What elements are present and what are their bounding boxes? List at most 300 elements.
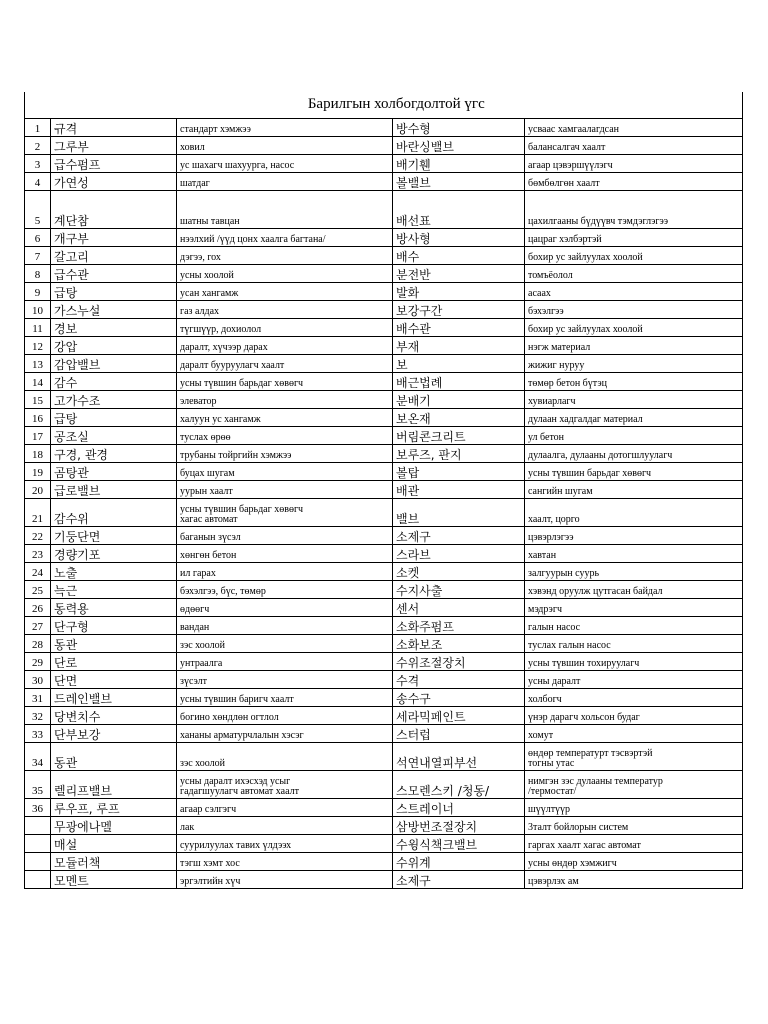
table-row bbox=[25, 526, 743, 544]
korean-term: 동관 bbox=[51, 634, 177, 652]
mongolian-translation bbox=[525, 742, 743, 770]
mongolian-translation bbox=[525, 580, 743, 598]
title-row bbox=[25, 92, 743, 118]
korean-term: 경보 bbox=[51, 318, 177, 336]
row-number: 10 bbox=[25, 300, 51, 318]
korean-term: 삼방번조절장치 bbox=[393, 816, 525, 834]
cell-line: хомут bbox=[528, 730, 554, 741]
row-number: 31 bbox=[25, 688, 51, 706]
cell-line: суурилуулах тавих үлдээх bbox=[180, 840, 292, 851]
cell-line: шатдаг bbox=[180, 178, 210, 189]
row-number: 2 bbox=[25, 136, 51, 154]
korean-term: 무광에나멜 bbox=[51, 816, 177, 834]
mongolian-translation bbox=[177, 724, 393, 742]
table-row bbox=[25, 318, 743, 336]
row-number: 35 bbox=[25, 770, 51, 798]
mongolian-translation bbox=[525, 706, 743, 724]
vocabulary-table bbox=[24, 92, 743, 889]
cell-line: лак bbox=[180, 822, 195, 833]
mongolian-translation bbox=[177, 670, 393, 688]
korean-term: 배수관 bbox=[393, 318, 525, 336]
mongolian-translation bbox=[177, 154, 393, 172]
table-row bbox=[25, 706, 743, 724]
mongolian-translation bbox=[525, 462, 743, 480]
mongolian-translation bbox=[525, 136, 743, 154]
korean-term: 분전반 bbox=[393, 264, 525, 282]
cell-line: бохир ус зайлуулах хоолой bbox=[528, 324, 643, 335]
row-number: 4 bbox=[25, 172, 51, 190]
row-number: 18 bbox=[25, 444, 51, 462]
table-row bbox=[25, 190, 743, 228]
korean-term: 배근법례 bbox=[393, 372, 525, 390]
korean-term: 감압밸브 bbox=[51, 354, 177, 372]
table-row bbox=[25, 372, 743, 390]
korean-term: 수지사출 bbox=[393, 580, 525, 598]
row-number: 8 bbox=[25, 264, 51, 282]
mongolian-translation bbox=[525, 190, 743, 228]
cell-line: бэхэлгээ, бүс, төмөр bbox=[180, 586, 266, 597]
mongolian-translation bbox=[525, 300, 743, 318]
mongolian-translation bbox=[525, 318, 743, 336]
cell-line: гадагшуулагч автомат хаалт bbox=[180, 786, 299, 797]
cell-line: агаар цэвэршүүлэгч bbox=[528, 160, 613, 171]
cell-line: хавтан bbox=[528, 550, 557, 561]
cell-line: газ алдах bbox=[180, 306, 220, 317]
mongolian-translation bbox=[177, 444, 393, 462]
korean-term: 스터럽 bbox=[393, 724, 525, 742]
cell-line: зүсэлт bbox=[180, 676, 207, 687]
cell-line: цацраг хэлбэртэй bbox=[528, 234, 602, 245]
row-number: 33 bbox=[25, 724, 51, 742]
table-row bbox=[25, 408, 743, 426]
mongolian-translation bbox=[525, 498, 743, 526]
mongolian-translation bbox=[525, 670, 743, 688]
cell-line: усны түвшин барьдаг хөвөгч bbox=[180, 503, 304, 515]
cell-line: унтраалга bbox=[180, 658, 223, 669]
cell-line: даралт, хүчээр дарах bbox=[180, 342, 268, 353]
korean-term: 밸브 bbox=[393, 498, 525, 526]
cell-line: ус шахагч шахуурга, насос bbox=[180, 160, 295, 171]
mongolian-translation bbox=[525, 246, 743, 264]
korean-term: 발화 bbox=[393, 282, 525, 300]
row-number: 23 bbox=[25, 544, 51, 562]
korean-term: 부재 bbox=[393, 336, 525, 354]
korean-term: 소화주펌프 bbox=[393, 616, 525, 634]
mongolian-translation bbox=[177, 598, 393, 616]
mongolian-translation bbox=[177, 816, 393, 834]
mongolian-translation bbox=[177, 264, 393, 282]
korean-term: 방수형 bbox=[393, 118, 525, 136]
cell-line: усны түвшин тохируулагч bbox=[528, 658, 640, 669]
cell-line: усны даралт ихэсхэд усыг bbox=[180, 775, 291, 787]
table-row bbox=[25, 282, 743, 300]
korean-term: 강압 bbox=[51, 336, 177, 354]
cell-line: нэгж материал bbox=[528, 342, 591, 353]
row-number: 14 bbox=[25, 372, 51, 390]
mongolian-translation bbox=[177, 190, 393, 228]
mongolian-translation bbox=[177, 354, 393, 372]
korean-term: 수윙식책크밸브 bbox=[393, 834, 525, 852]
cell-line: хөнгөн бетон bbox=[180, 550, 237, 561]
mongolian-translation bbox=[177, 634, 393, 652]
cell-line: бохир ус зайлуулах хоолой bbox=[528, 252, 643, 263]
mongolian-translation bbox=[525, 172, 743, 190]
row-number: 7 bbox=[25, 246, 51, 264]
mongolian-translation bbox=[177, 426, 393, 444]
table-row bbox=[25, 852, 743, 870]
mongolian-translation bbox=[177, 870, 393, 888]
mongolian-translation bbox=[525, 798, 743, 816]
korean-term: 수위조절장치 bbox=[393, 652, 525, 670]
korean-term: 소제구 bbox=[393, 870, 525, 888]
cell-line: вандан bbox=[180, 622, 210, 633]
row-number bbox=[25, 816, 51, 834]
korean-term: 소켓 bbox=[393, 562, 525, 580]
table-row bbox=[25, 724, 743, 742]
table-row bbox=[25, 154, 743, 172]
korean-term: 개구부 bbox=[51, 228, 177, 246]
mongolian-translation bbox=[177, 742, 393, 770]
cell-line: хэвэнд оруулж цутгасан байдал bbox=[528, 586, 663, 597]
row-number: 11 bbox=[25, 318, 51, 336]
mongolian-translation bbox=[177, 580, 393, 598]
mongolian-translation bbox=[525, 616, 743, 634]
table-row bbox=[25, 670, 743, 688]
korean-term: 볼탑 bbox=[393, 462, 525, 480]
mongolian-translation bbox=[525, 634, 743, 652]
korean-term: 급수펌프 bbox=[51, 154, 177, 172]
korean-term: 루우프, 루프 bbox=[51, 798, 177, 816]
korean-term: 동력용 bbox=[51, 598, 177, 616]
mongolian-translation bbox=[525, 154, 743, 172]
mongolian-translation bbox=[525, 426, 743, 444]
table-row bbox=[25, 462, 743, 480]
mongolian-translation bbox=[177, 390, 393, 408]
mongolian-translation bbox=[525, 816, 743, 834]
mongolian-translation bbox=[177, 544, 393, 562]
row-number: 1 bbox=[25, 118, 51, 136]
cell-line: төмөр бетон бүтэц bbox=[528, 378, 608, 389]
row-number: 24 bbox=[25, 562, 51, 580]
mongolian-translation bbox=[177, 616, 393, 634]
row-number: 27 bbox=[25, 616, 51, 634]
cell-line: цэвэрлэгээ bbox=[528, 532, 574, 543]
mongolian-translation bbox=[525, 372, 743, 390]
row-number: 12 bbox=[25, 336, 51, 354]
cell-line: ил гарах bbox=[180, 568, 216, 579]
korean-term: 송수구 bbox=[393, 688, 525, 706]
cell-line: залгуурын суурь bbox=[528, 568, 600, 579]
mongolian-translation bbox=[177, 480, 393, 498]
korean-term: 매설 bbox=[51, 834, 177, 852]
korean-term: 급탕 bbox=[51, 282, 177, 300]
cell-line: зэс хоолой bbox=[180, 758, 226, 769]
cell-line: буцах шугам bbox=[180, 468, 235, 479]
mongolian-translation bbox=[525, 724, 743, 742]
cell-line: дулаан хадгалдаг материал bbox=[528, 414, 643, 425]
korean-term: 렐리프밸브 bbox=[51, 770, 177, 798]
table-row bbox=[25, 652, 743, 670]
korean-term: 스라브 bbox=[393, 544, 525, 562]
cell-line: дулаалга, дулааны дотогшлуулагч bbox=[528, 450, 673, 461]
korean-term: 단면 bbox=[51, 670, 177, 688]
mongolian-translation bbox=[177, 282, 393, 300]
korean-term: 배기휀 bbox=[393, 154, 525, 172]
korean-term: 단로 bbox=[51, 652, 177, 670]
korean-term: 세라믹페인트 bbox=[393, 706, 525, 724]
korean-term: 노출 bbox=[51, 562, 177, 580]
row-number: 9 bbox=[25, 282, 51, 300]
cell-line: усан хангамж bbox=[180, 288, 239, 299]
cell-line: агаар сэлгэгч bbox=[180, 804, 237, 815]
mongolian-translation bbox=[525, 852, 743, 870]
row-number: 30 bbox=[25, 670, 51, 688]
mongolian-translation bbox=[177, 562, 393, 580]
cell-line: усны өндөр хэмжигч bbox=[528, 858, 617, 869]
mongolian-translation bbox=[177, 770, 393, 798]
cell-line: усны түвшин барьдаг хөвөгч bbox=[180, 378, 304, 389]
cell-line: өндөр температурт тэсвэртэй bbox=[528, 747, 653, 759]
row-number bbox=[25, 834, 51, 852]
row-number: 16 bbox=[25, 408, 51, 426]
cell-line: туслах галын насос bbox=[528, 640, 611, 651]
table-row bbox=[25, 742, 743, 770]
mongolian-translation bbox=[177, 318, 393, 336]
cell-line: томъёолол bbox=[528, 270, 573, 281]
mongolian-translation bbox=[177, 798, 393, 816]
cell-line: шүүлтүүр bbox=[528, 804, 571, 815]
korean-term: 가스누설 bbox=[51, 300, 177, 318]
table-row bbox=[25, 816, 743, 834]
mongolian-translation bbox=[177, 136, 393, 154]
korean-term: 단구형 bbox=[51, 616, 177, 634]
table-row bbox=[25, 634, 743, 652]
mongolian-translation bbox=[525, 354, 743, 372]
mongolian-translation bbox=[525, 282, 743, 300]
korean-term: 단부보강 bbox=[51, 724, 177, 742]
table-row bbox=[25, 354, 743, 372]
cell-line: баганын зүсэл bbox=[180, 532, 241, 543]
korean-term: 스모렌스키 /청동/ bbox=[393, 770, 525, 798]
cell-line: мэдрэгч bbox=[528, 604, 562, 615]
row-number bbox=[25, 852, 51, 870]
mongolian-translation bbox=[525, 770, 743, 798]
cell-line: нээлхий /үүд цонх хаалга багтана/ bbox=[180, 234, 326, 245]
korean-term: 소화보조 bbox=[393, 634, 525, 652]
korean-term: 급탕 bbox=[51, 408, 177, 426]
table-row bbox=[25, 246, 743, 264]
korean-term: 모멘트 bbox=[51, 870, 177, 888]
mongolian-translation bbox=[177, 408, 393, 426]
mongolian-translation bbox=[525, 480, 743, 498]
korean-term: 석연내열피부선 bbox=[393, 742, 525, 770]
cell-line: эргэлтийн хүч bbox=[180, 876, 241, 887]
row-number: 17 bbox=[25, 426, 51, 444]
korean-term: 당변치수 bbox=[51, 706, 177, 724]
mongolian-translation bbox=[525, 688, 743, 706]
mongolian-translation bbox=[177, 462, 393, 480]
cell-line: стандарт хэмжээ bbox=[180, 124, 251, 135]
cell-line: бөмбөлгөн хаалт bbox=[528, 178, 600, 189]
table-row bbox=[25, 688, 743, 706]
mongolian-translation bbox=[177, 706, 393, 724]
row-number: 34 bbox=[25, 742, 51, 770]
table-row bbox=[25, 598, 743, 616]
row-number: 21 bbox=[25, 498, 51, 526]
korean-term: 배선표 bbox=[393, 190, 525, 228]
table-row bbox=[25, 300, 743, 318]
korean-term: 센서 bbox=[393, 598, 525, 616]
table-row bbox=[25, 834, 743, 852]
row-number: 13 bbox=[25, 354, 51, 372]
mongolian-translation bbox=[177, 228, 393, 246]
table-row bbox=[25, 336, 743, 354]
korean-term: 급로밸브 bbox=[51, 480, 177, 498]
cell-line: хувиарлагч bbox=[528, 396, 576, 407]
mongolian-translation bbox=[525, 390, 743, 408]
mongolian-translation bbox=[525, 228, 743, 246]
cell-line: тогны утас bbox=[528, 758, 575, 769]
korean-term: 급수관 bbox=[51, 264, 177, 282]
row-number: 29 bbox=[25, 652, 51, 670]
cell-line: усны түвшин баригч хаалт bbox=[180, 694, 294, 705]
korean-term: 보 bbox=[393, 354, 525, 372]
mongolian-translation bbox=[525, 118, 743, 136]
cell-line: холбогч bbox=[528, 694, 562, 705]
row-number: 19 bbox=[25, 462, 51, 480]
korean-term: 고가수조 bbox=[51, 390, 177, 408]
korean-term: 바란싱밸브 bbox=[393, 136, 525, 154]
cell-line: балансалгач хаалт bbox=[528, 142, 606, 153]
cell-line: түгшүүр, дохиолол bbox=[180, 324, 262, 335]
korean-term: 기둥단면 bbox=[51, 526, 177, 544]
table-row bbox=[25, 118, 743, 136]
korean-term: 그루부 bbox=[51, 136, 177, 154]
mongolian-translation bbox=[525, 652, 743, 670]
row-number: 20 bbox=[25, 480, 51, 498]
mongolian-translation bbox=[525, 336, 743, 354]
table-row bbox=[25, 444, 743, 462]
cell-line: халуун ус хангамж bbox=[180, 414, 261, 425]
row-number bbox=[25, 870, 51, 888]
korean-term: 분배기 bbox=[393, 390, 525, 408]
cell-line: цахилгааны бүдүүвч тэмдэглэгээ bbox=[528, 216, 669, 227]
cell-line: асаах bbox=[528, 288, 551, 299]
cell-line: тэгш хэмт хос bbox=[180, 858, 240, 869]
row-number: 28 bbox=[25, 634, 51, 652]
table-row bbox=[25, 172, 743, 190]
table-row bbox=[25, 770, 743, 798]
row-number: 6 bbox=[25, 228, 51, 246]
korean-term: 감수 bbox=[51, 372, 177, 390]
cell-line: цэвэрлэх ам bbox=[528, 876, 579, 887]
cell-line: өдөөгч bbox=[180, 604, 210, 615]
cell-line: хаалт, цорго bbox=[528, 514, 580, 525]
cell-line: гаргах хаалт хагас автомат bbox=[528, 840, 641, 851]
cell-line: даралт бууруулагч хаалт bbox=[180, 360, 285, 371]
korean-term: 버림콘크리트 bbox=[393, 426, 525, 444]
mongolian-translation bbox=[177, 246, 393, 264]
korean-term: 갈고리 bbox=[51, 246, 177, 264]
cell-line: үнэр дарагч хольсон будаг bbox=[528, 712, 640, 723]
row-number: 36 bbox=[25, 798, 51, 816]
mongolian-translation bbox=[177, 852, 393, 870]
table-title: Барилгын холбогдолтой үгс bbox=[51, 92, 743, 118]
table-row bbox=[25, 580, 743, 598]
mongolian-translation bbox=[177, 688, 393, 706]
cell-line: усны хоолой bbox=[180, 270, 234, 281]
korean-term: 구경, 관경 bbox=[51, 444, 177, 462]
cell-line: ул бетон bbox=[528, 432, 565, 443]
mongolian-translation bbox=[525, 264, 743, 282]
cell-line: усваас хамгаалагдсан bbox=[528, 124, 620, 135]
korean-term: 수격 bbox=[393, 670, 525, 688]
mongolian-translation bbox=[525, 408, 743, 426]
cell-line: сангийн шугам bbox=[528, 486, 593, 497]
cell-line: усны даралт bbox=[528, 676, 581, 687]
korean-term: 드레인밸브 bbox=[51, 688, 177, 706]
korean-term: 방사형 bbox=[393, 228, 525, 246]
korean-term: 곰탕관 bbox=[51, 462, 177, 480]
table-row bbox=[25, 264, 743, 282]
cell-line: бэхэлгээ bbox=[528, 306, 564, 317]
mongolian-translation bbox=[525, 526, 743, 544]
table-row bbox=[25, 136, 743, 154]
table-row bbox=[25, 390, 743, 408]
cell-line: шатны тавцан bbox=[180, 216, 240, 227]
row-number: 3 bbox=[25, 154, 51, 172]
mongolian-translation bbox=[525, 834, 743, 852]
cell-line: жижиг нуруу bbox=[528, 360, 585, 371]
row-number: 22 bbox=[25, 526, 51, 544]
korean-term: 모듈러책 bbox=[51, 852, 177, 870]
table-row bbox=[25, 798, 743, 816]
cell-line: 3талт бойлорын систем bbox=[528, 822, 629, 833]
cell-line: дэгээ, гох bbox=[180, 252, 221, 263]
mongolian-translation bbox=[177, 652, 393, 670]
korean-term: 보온재 bbox=[393, 408, 525, 426]
cell-line: ховил bbox=[180, 142, 205, 153]
cell-line: усны түвшин барьдаг хөвөгч bbox=[528, 468, 652, 479]
mongolian-translation bbox=[177, 172, 393, 190]
table-row bbox=[25, 480, 743, 498]
mongolian-translation bbox=[177, 834, 393, 852]
korean-term: 배관 bbox=[393, 480, 525, 498]
cell-line: нимгэн зэс дулааны температур bbox=[528, 775, 663, 787]
cell-line: элеватор bbox=[180, 396, 217, 407]
korean-term: 가연성 bbox=[51, 172, 177, 190]
row-number: 26 bbox=[25, 598, 51, 616]
mongolian-translation bbox=[525, 870, 743, 888]
table-row bbox=[25, 544, 743, 562]
korean-term: 감수위 bbox=[51, 498, 177, 526]
mongolian-translation bbox=[525, 562, 743, 580]
mongolian-translation bbox=[177, 336, 393, 354]
table-row bbox=[25, 562, 743, 580]
korean-term: 수위계 bbox=[393, 852, 525, 870]
mongolian-translation bbox=[177, 526, 393, 544]
cell-line: туслах өрөө bbox=[180, 432, 231, 443]
cell-line: богино хөндлөн огтлол bbox=[180, 712, 279, 723]
korean-term: 공조실 bbox=[51, 426, 177, 444]
cell-line: хананы арматурчлалын хэсэг bbox=[180, 730, 304, 741]
korean-term: 보강구간 bbox=[393, 300, 525, 318]
row-number: 25 bbox=[25, 580, 51, 598]
row-number: 5 bbox=[25, 190, 51, 228]
mongolian-translation bbox=[177, 118, 393, 136]
row-number: 32 bbox=[25, 706, 51, 724]
cell-line: /термостат/ bbox=[528, 786, 577, 797]
